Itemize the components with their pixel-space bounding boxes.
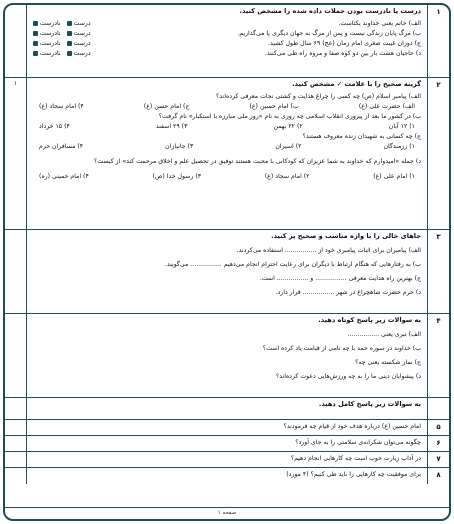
checkbox-icon[interactable]: [33, 31, 38, 36]
item-text: الف) خاتم یعنی خداوند یکتاست.: [338, 20, 421, 28]
option[interactable]: ۴) امام خمینی (ره): [39, 173, 89, 181]
short-answer-item: ج) نماز شکسته یعنی چه؟: [355, 359, 421, 367]
options-row: [33, 142, 421, 152]
options-row: [33, 102, 421, 112]
option[interactable]: ۱) ۱۲ آبان: [388, 123, 415, 131]
item-text: ب) مرگ پایان زندگی نیست و پس از مرگ به جهان دیگری پا می‌گذاریم.: [237, 30, 421, 38]
true-option[interactable]: [67, 20, 91, 27]
question-text: برای موفقیت چه کارهایی را باید طی کنیم؟ (۴ مورد): [286, 471, 421, 478]
section-4: [5, 314, 449, 398]
section-body: [27, 398, 427, 419]
question-number: ۲: [427, 78, 449, 229]
options-row: [33, 122, 421, 132]
tf-choices: [33, 50, 91, 57]
fill-blank-item: الف) پیامبران برای اثبات پیامبری خود از ................ استفاده می‌کردند.: [236, 247, 421, 255]
question-5: [5, 420, 449, 436]
option[interactable]: ۲) امام سجاد (ع): [264, 173, 310, 181]
question-6: [5, 436, 449, 452]
score-cell: [5, 420, 27, 435]
option[interactable]: ۳) رسول خدا (ص): [152, 173, 202, 181]
option[interactable]: ۲) ۲۲ بهمن: [273, 123, 303, 131]
item-text: ج) دوران غیبت صغری امام زمان (عج) ۶۹ سال طول کشید.: [267, 40, 421, 48]
question-number: ۸: [427, 468, 449, 484]
section-body: [27, 230, 427, 313]
section-title: درست یا نادرست بودن جملات داده شده را مشخص کنید.: [239, 7, 421, 15]
question-number: ۷: [427, 452, 449, 467]
checkbox-icon[interactable]: [67, 41, 72, 46]
section-title: به سوالات زیر پاسخ کامل دهید.: [318, 400, 421, 408]
section-3: [5, 230, 449, 314]
short-answer-item: د) پیشوایان دینی ما را به چه ورزش‌هایی دعوت کرده‌اند؟: [276, 373, 421, 381]
option[interactable]: ۴) امام سجاد (ع): [39, 103, 84, 111]
option[interactable]: ۲) اسیران: [275, 143, 302, 151]
true-label: درست: [73, 30, 91, 38]
question-text: د) جمله «امیدوارم که خداوند به شما عزیزان که کودکانی با محبت هستند توفیق در تحصیل علم و اخلاق مرحمت کند» از کیست؟: [94, 158, 421, 166]
true-option[interactable]: [67, 50, 91, 57]
checkbox-icon[interactable]: [33, 51, 38, 56]
false-option[interactable]: [33, 40, 61, 47]
short-answer-item: الف) تبری یعنی ................: [347, 331, 421, 339]
tf-choices: [33, 20, 91, 27]
item-text: د) حاجیان هشت بار بین دو کوه صفا و مروه راه طی می‌کنند.: [264, 50, 421, 58]
option[interactable]: ب) امام حسین (ع): [249, 103, 299, 111]
section-5-header: [5, 398, 449, 420]
tf-item: [33, 39, 421, 49]
question-number: ۶: [427, 436, 449, 451]
section-2: [5, 78, 449, 230]
short-answer-item: ب) خداوند در سوره حمد با چه نامی از قیامت یاد کرده است؟: [262, 345, 421, 353]
false-option[interactable]: [33, 50, 61, 57]
false-label: نادرست: [40, 50, 61, 58]
option[interactable]: ۳) جانبازان: [165, 143, 194, 151]
exam-page: [3, 3, 451, 521]
option[interactable]: ج) امام حسن (ع): [143, 103, 190, 111]
false-label: نادرست: [40, 20, 61, 28]
score-cell: [5, 452, 27, 467]
fill-blank-item: ج) بهترین راه هدایت معرفی ................ و ................ است.: [259, 275, 421, 283]
fill-blank-item: د) حرم حضرت شاهچراغ در شهر ................ قرار دارد.: [275, 289, 421, 297]
question-number: ۱: [427, 5, 449, 77]
section-body: [27, 5, 427, 77]
question-text: در آداب زیارت خوب است چه کارهایی انجام دهیم؟: [290, 455, 421, 462]
option[interactable]: ۳) ۲۹ اسفند: [155, 123, 188, 131]
false-option[interactable]: [33, 20, 61, 27]
question-number: [427, 398, 449, 419]
score-cell: [5, 436, 27, 451]
question-text: الف) پیامبر اسلام (ص) چه کسی را چراغ هدایت و کشتی نجات معرفی کرده‌اند؟: [215, 93, 421, 101]
tf-item: [33, 19, 421, 29]
score-cell: [5, 5, 27, 77]
section-title: به سوالات زیر پاسخ کوتاه دهید.: [318, 316, 421, 324]
true-label: درست: [73, 50, 91, 58]
question-7: [5, 452, 449, 468]
option[interactable]: ۱) امام علی (ع): [373, 173, 415, 181]
score-cell: ۱: [5, 78, 27, 229]
score-cell: [5, 398, 27, 419]
checkbox-icon[interactable]: [67, 51, 72, 56]
section-title: گزینه صحیح را با علامت ✓ مشخص کنید.: [292, 80, 421, 88]
question-text: ب) در کشور ما بعد از پیروزی انقلاب اسلامی چه روزی به نام «روز ملی مبارزه با استکبار» نام گرفت؟: [158, 113, 421, 121]
tf-item: [33, 49, 421, 59]
section-title: جاهای خالی را با واژه مناسب و صحیح پر کنید.: [271, 232, 421, 240]
section-body: [27, 314, 427, 397]
question-text: امام حسین (ع) درباره هدف خود از قیام چه فرمودند؟: [283, 423, 421, 430]
question-number: ۵: [427, 420, 449, 435]
true-label: درست: [73, 20, 91, 28]
option[interactable]: ۱) رزمندگان: [383, 143, 415, 151]
true-option[interactable]: [67, 30, 91, 37]
false-label: نادرست: [40, 30, 61, 38]
question-8: [5, 468, 449, 484]
question-number: ۴: [427, 314, 449, 397]
true-label: درست: [73, 40, 91, 48]
false-option[interactable]: [33, 30, 61, 37]
question-grid: [5, 5, 449, 511]
option[interactable]: الف) حضرت علی (ع): [358, 103, 415, 111]
option[interactable]: ۴) ۱۵ خرداد: [39, 123, 70, 131]
page-footer: صفحه ۱: [5, 507, 449, 519]
section-body: [27, 78, 427, 229]
tf-choices: [33, 30, 91, 37]
question-text: ج) چه کسانی به شهیدان زنده معروف هستند؟: [302, 133, 421, 141]
true-option[interactable]: [67, 40, 91, 47]
score-cell: [5, 468, 27, 484]
options-row: [33, 172, 421, 182]
checkbox-icon[interactable]: [33, 41, 38, 46]
fill-blank-item: ب) به رفتارهایی که هنگام ارتباط با دیگران برای رعایت احترام انجام می‌دهیم ................ می‌گویند.: [164, 261, 421, 269]
tf-item: [33, 29, 421, 39]
checkbox-icon[interactable]: [67, 31, 72, 36]
question-text: چگونه می‌توان شکرانه‌ی سلامتی را به جای آورد؟: [295, 439, 421, 446]
question-number: ۳: [427, 230, 449, 313]
score-cell: [5, 230, 27, 313]
score-cell: [5, 314, 27, 397]
tf-choices: [33, 40, 91, 47]
option[interactable]: ۴) مسافران حرم: [39, 143, 84, 151]
checkbox-icon[interactable]: [67, 21, 72, 26]
checkbox-icon[interactable]: [33, 21, 38, 26]
false-label: نادرست: [40, 40, 61, 48]
section-1: [5, 5, 449, 78]
